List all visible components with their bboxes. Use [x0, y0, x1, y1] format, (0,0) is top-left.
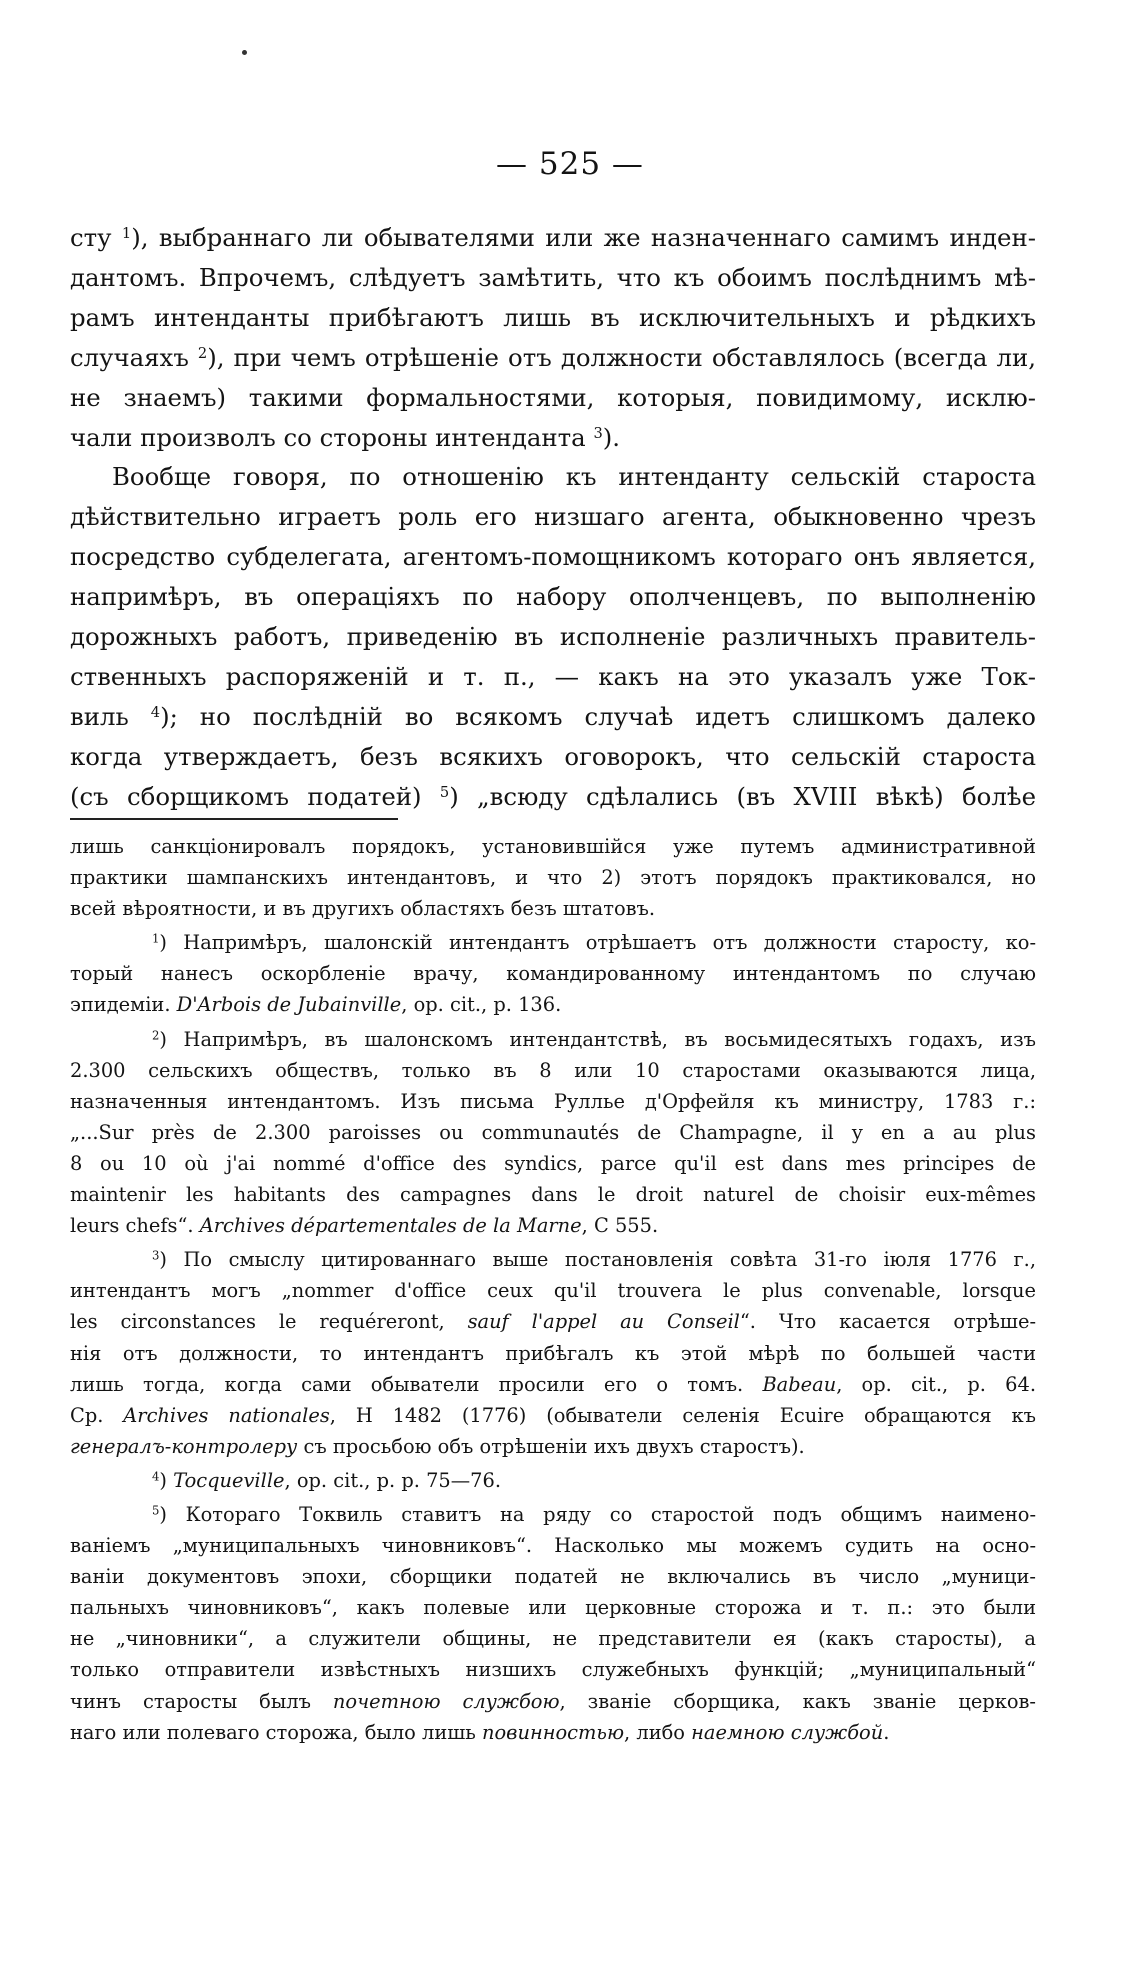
footnote-line: лишь санкціонировалъ порядокъ, установившійся уже путемъ административной [70, 835, 1036, 858]
footnote-1: $^1$) Напримѣръ, шалонскій интендантъ отрѣшаетъ отъ должности старосту, ко- [152, 931, 1036, 955]
text-line: сту $^1$), выбраннаго ли обывателями или же назначеннаго самимъ инден- [70, 223, 1036, 252]
text-line: посредство субделегата, агентомъ-помощникомъ котораго онъ является, [70, 542, 1036, 572]
footnote-line: назначенныя интендантомъ. Изъ письма Руллье д'Орфейля къ министру, 1783 г.: [70, 1089, 1036, 1113]
footnote-ref[interactable]: 2 [197, 344, 208, 362]
text-line: дѣйствительно играетъ роль его низшаго агента, обыкновенно чрезъ [70, 502, 1036, 532]
footnote-line: торый нанесъ оскорбленіе врачу, командированному интендантомъ по случаю [70, 962, 1036, 986]
footnote-line: чинъ старосты былъ почетною службою, званіе сборщика, какъ званіе церков- [70, 1689, 1036, 1713]
footnote-line: les circonstances le requéreront, sauf l'appel au Conseil“. Что касается отрѣше- [70, 1310, 1036, 1334]
footnote-line: наго или полеваго сторожа, было лишь повинностью, либо наемною службой. [70, 1720, 890, 1744]
footnote-line: leurs chefs“. Archives départementales de la Marne, C 555. [70, 1214, 659, 1238]
footnote-line: не „чиновники“, а служители общины, не представители ея (какъ старосты), а [70, 1627, 1036, 1651]
footnote-line: 2.300 сельскихъ обществъ, только въ 8 или 10 старостами оказываются лица, [70, 1058, 1036, 1082]
footnote-line: нія отъ должности, то интендантъ прибѣгалъ къ этой мѣрѣ по большей части [70, 1341, 1036, 1365]
footnote-line: maintenir les habitants des campagnes dans le droit naturel de choisir eux-mêmes [70, 1183, 1036, 1207]
footnote-marker: 4 [152, 1469, 160, 1484]
page-number: — 525 — [496, 146, 644, 182]
footnote-line: ваніемъ „муниципальныхъ чиновниковъ“. Насколько мы можемъ судить на осно- [70, 1534, 1036, 1558]
footnote-2: $^2$) Напримѣръ, въ шалонскомъ интендантствѣ, въ восьмидесятыхъ годахъ, изъ [152, 1027, 1036, 1051]
footnote-line: Ср. Archives nationales, H 1482 (1776) (обыватели селенія Ecuire обращаются къ [70, 1403, 1036, 1427]
footnote-3: $^3$) По смыслу цитированнаго выше постановленія совѣта 31-го іюля 1776 г., [152, 1248, 1036, 1272]
footnote-line: ваніи документовъ эпохи, сборщики податей не включались въ число „муници- [70, 1565, 1036, 1589]
text-line: когда утверждаетъ, безъ всякихъ оговорокъ, что сельскій староста [70, 741, 1036, 771]
footnote-divider [70, 818, 398, 820]
footnote-line: только отправители извѣстныхъ низшихъ служебныхъ функцій; „муниципальный“ [70, 1658, 1036, 1682]
text-line: Вообще говоря, по отношенію къ интенданту сельскій староста [112, 462, 1036, 492]
footnote-4: $^4$) Tocqueville, op. cit., p. p. 75—76. [152, 1468, 501, 1492]
text-line: рамъ интенданты прибѣгаютъ лишь въ исключительныхъ и рѣдкихъ [70, 302, 1036, 332]
footnote-marker: 2 [152, 1028, 160, 1043]
footnote-ref[interactable]: 5 [439, 783, 450, 801]
text-line: дорожныхъ работъ, приведенію въ исполненіе различныхъ правитель- [70, 622, 1036, 652]
footnote-marker: 5 [152, 1503, 160, 1518]
text-line: дантомъ. Впрочемъ, слѣдуетъ замѣтить, что къ обоимъ послѣднимъ мѣ- [70, 262, 1036, 292]
footnote-marker: 1 [152, 931, 160, 946]
footnotes [70, 831, 1036, 1748]
footnote-ref[interactable]: 3 [593, 424, 603, 442]
text-line: напримѣръ, въ операціяхъ по набору ополченцевъ, по выполненію [70, 582, 1036, 612]
text-line: ственныхъ распоряженій и т. п., — какъ на это указалъ уже Ток- [70, 661, 1036, 691]
footnote-line: генералъ-контролеру съ просьбою объ отрѣшеніи ихъ двухъ старостъ). [70, 1434, 805, 1458]
text-line: (съ сборщикомъ податей) $^5$) „всюду сдѣлались (въ XVIII вѣкѣ) болѣе [70, 781, 1036, 811]
footnote-line: пальныхъ чиновниковъ“, какъ полевые или церковные сторожа и т. п.: это были [70, 1596, 1036, 1620]
text-line: виль $^4$); но послѣдній во всякомъ случаѣ идетъ слишкомъ далеко [70, 701, 1036, 731]
text-line: чали произволъ со стороны интенданта $^3$). [70, 422, 621, 452]
text-line: не знаемъ) такими формальностями, которыя, повидимому, исклю- [70, 382, 1036, 412]
footnote-line: „...Sur près de 2.300 paroisses ou communautés de Champagne, il y en a au plus [70, 1120, 1036, 1144]
main-text [70, 218, 1036, 817]
footnote-5: $^5$) Котораго Токвиль ставитъ на ряду со старостой подъ общимъ наимено- [152, 1502, 1036, 1526]
footnote-line: практики шампанскихъ интендантовъ, и что 2) этотъ порядокъ практиковался, но [70, 866, 1036, 890]
footnote-ref[interactable]: 1 [121, 224, 132, 242]
text-line: случаяхъ $^2$), при чемъ отрѣшеніе отъ должности обставлялось (всегда ли, [70, 342, 1036, 372]
footnote-line: лишь тогда, когда сами обыватели просили его о томъ. Babeau, op. cit., p. 64. [70, 1372, 1036, 1396]
footnote-line: всей вѣроятности, и въ другихъ областяхъ безъ штатовъ. [70, 897, 656, 921]
ink-speck [242, 50, 247, 55]
footnote-marker: 3 [152, 1248, 160, 1263]
footnote-line: интендантъ могъ „nommer d'office ceux qu'il trouvera le plus convenable, lorsque [70, 1279, 1036, 1303]
footnote-line: 8 ou 10 où j'ai nommé d'office des syndics, parce qu'il est dans mes principes de [70, 1151, 1036, 1175]
footnote-line: эпидеміи. D'Arbois de Jubainville, op. cit., p. 136. [70, 993, 562, 1017]
footnote-ref[interactable]: 4 [150, 703, 161, 721]
